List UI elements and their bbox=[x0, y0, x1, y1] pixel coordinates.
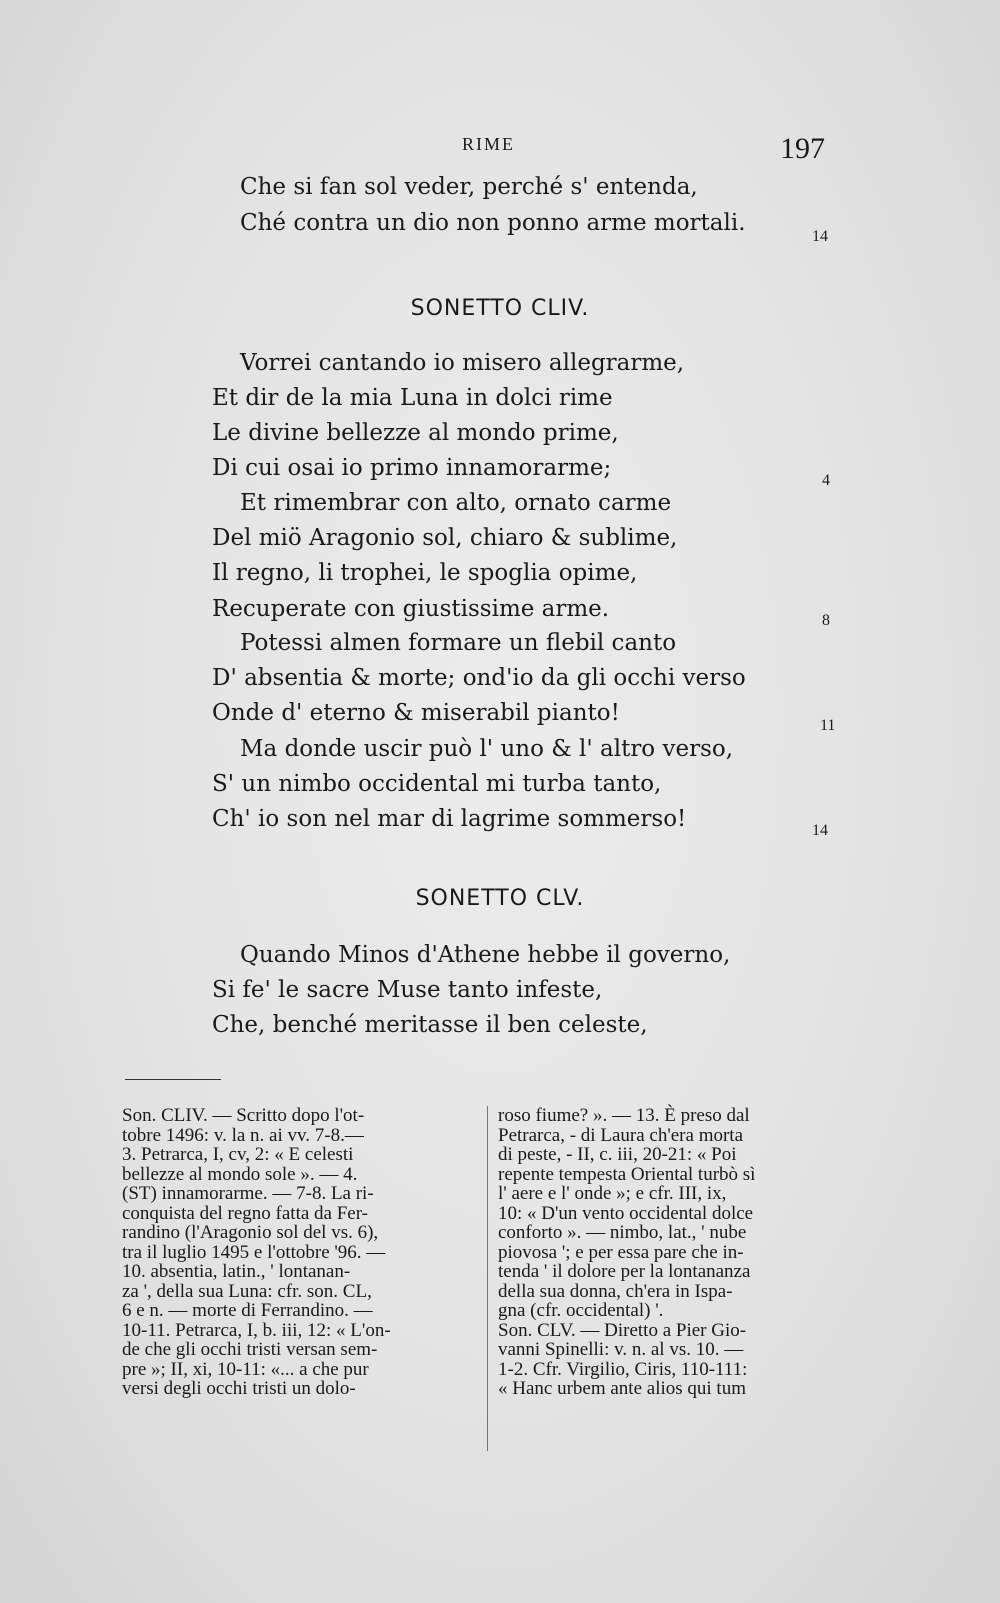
note-line: « Hanc urbem ante alios qui tum bbox=[498, 1378, 746, 1399]
verse-line: Et dir de la mia Luna in dolci rime bbox=[212, 385, 613, 411]
line-number: 4 bbox=[822, 472, 830, 489]
note-line: Petrarca, - di Laura ch'era morta bbox=[498, 1124, 744, 1146]
line-number: 11 bbox=[820, 717, 836, 734]
note-line: gna (cfr. occidental) '. bbox=[498, 1300, 664, 1321]
note-line: pre »; II, xi, 10-11: «... a che pur bbox=[122, 1358, 369, 1380]
verse-line: Ch' io son nel mar di lagrime sommerso! bbox=[212, 806, 687, 832]
note-line: repente tempesta Oriental turbò sì bbox=[498, 1163, 756, 1185]
note-line: roso fiume? ». — 13. È preso dal bbox=[498, 1105, 750, 1126]
note-line: 10-11. Petrarca, I, b. iii, 12: « L'on- bbox=[122, 1319, 391, 1341]
note-line: tenda ' il dolore per la lontananza bbox=[498, 1261, 751, 1282]
note-line: 1-2. Cfr. Virgilio, Ciris, 110-111: bbox=[498, 1358, 748, 1380]
sonnet-heading: SONETTO CLIV. bbox=[410, 296, 590, 321]
verse-line: Il regno, li trophei, le spoglia opime, bbox=[212, 560, 638, 586]
verse-line: Ché contra un dio non ponno arme mortali. bbox=[240, 210, 746, 236]
verse-line: Di cui osai io primo innamorarme; bbox=[212, 455, 612, 481]
note-line: piovosa '; e per essa pare che in- bbox=[498, 1241, 744, 1263]
column-divider bbox=[487, 1106, 488, 1451]
note-line: Son. CLV. — Diretto a Pier Gio- bbox=[498, 1319, 747, 1341]
note-line: di peste, - II, c. iii, 20-21: « Poi bbox=[498, 1144, 737, 1165]
note-line: della sua donna, ch'era in Ispa- bbox=[498, 1280, 733, 1302]
note-line: l' aere e l' onde »; e cfr. III, ix, bbox=[498, 1183, 727, 1204]
note-line: randino (l'Aragonio sol del vs. 6), bbox=[122, 1222, 379, 1243]
footnote-rule bbox=[125, 1079, 221, 1080]
note-line: 10. absentia, latin., ' lontanan- bbox=[122, 1261, 351, 1282]
note-line: 10: « D'un vento occidental dolce bbox=[498, 1202, 754, 1224]
note-line: bellezze al mondo sole ». — 4. bbox=[122, 1163, 358, 1185]
verse-line: Che, benché meritasse il ben celeste, bbox=[212, 1012, 648, 1038]
note-line: conquista del regno fatta da Fer- bbox=[122, 1202, 368, 1224]
note-line: (ST) innamorarme. — 7-8. La ri- bbox=[122, 1183, 374, 1204]
note-line: Son. CLIV. — Scritto dopo l'ot- bbox=[122, 1105, 365, 1126]
verse-line: Che si fan sol veder, perché s' entenda, bbox=[240, 174, 698, 200]
verse-line: Quando Minos d'Athene hebbe il governo, bbox=[240, 942, 731, 968]
verse-line: S' un nimbo occidental mi turba tanto, bbox=[212, 771, 662, 797]
note-line: 3. Petrarca, I, cv, 2: « E celesti bbox=[122, 1144, 354, 1165]
verse-line: Recuperate con giustissime arme. bbox=[212, 596, 610, 622]
note-line: tobre 1496: v. la n. ai vv. 7-8.— bbox=[122, 1124, 364, 1146]
verse-line: Et rimembrar con alto, ornato carme bbox=[240, 490, 672, 516]
note-line: 6 e n. — morte di Ferrandino. — bbox=[122, 1300, 373, 1321]
line-number: 14 bbox=[812, 822, 828, 839]
note-line: conforto ». — nimbo, lat., ' nube bbox=[498, 1222, 747, 1243]
line-number: 8 bbox=[822, 612, 830, 629]
verse-line: Onde d' eterno & miserabil pianto! bbox=[212, 700, 620, 726]
verse-line: Vorrei cantando io misero allegrarme, bbox=[240, 350, 685, 376]
note-line: tra il luglio 1495 e l'ottobre '96. — bbox=[122, 1241, 386, 1263]
verse-line: D' absentia & morte; ond'io da gli occhi verso bbox=[212, 665, 746, 691]
verse-line: Le divine bellezze al mondo prime, bbox=[212, 420, 619, 446]
line-number: 14 bbox=[812, 228, 828, 245]
page-number: 197 bbox=[780, 132, 825, 165]
verse-line: Potessi almen formare un flebil canto bbox=[240, 630, 677, 656]
verse-line: Ma donde uscir può l' uno & l' altro verso, bbox=[240, 736, 734, 762]
verse-line: Del miö Aragonio sol, chiaro & sublime, bbox=[212, 525, 678, 551]
sonnet-heading: SONETTO CLV. bbox=[415, 886, 585, 911]
verse-line: Si fe' le sacre Muse tanto infeste, bbox=[212, 977, 603, 1003]
note-line: vanni Spinelli: v. n. al vs. 10. — bbox=[498, 1339, 744, 1360]
note-line: versi degli occhi tristi un dolo- bbox=[122, 1378, 356, 1399]
note-line: za ', della sua Luna: cfr. son. CL, bbox=[122, 1280, 372, 1302]
notes-left-column bbox=[122, 1106, 470, 1399]
running-header: RIME bbox=[462, 134, 515, 154]
note-line: de che gli occhi tristi versan sem- bbox=[122, 1339, 378, 1360]
notes-right-column bbox=[498, 1106, 846, 1399]
